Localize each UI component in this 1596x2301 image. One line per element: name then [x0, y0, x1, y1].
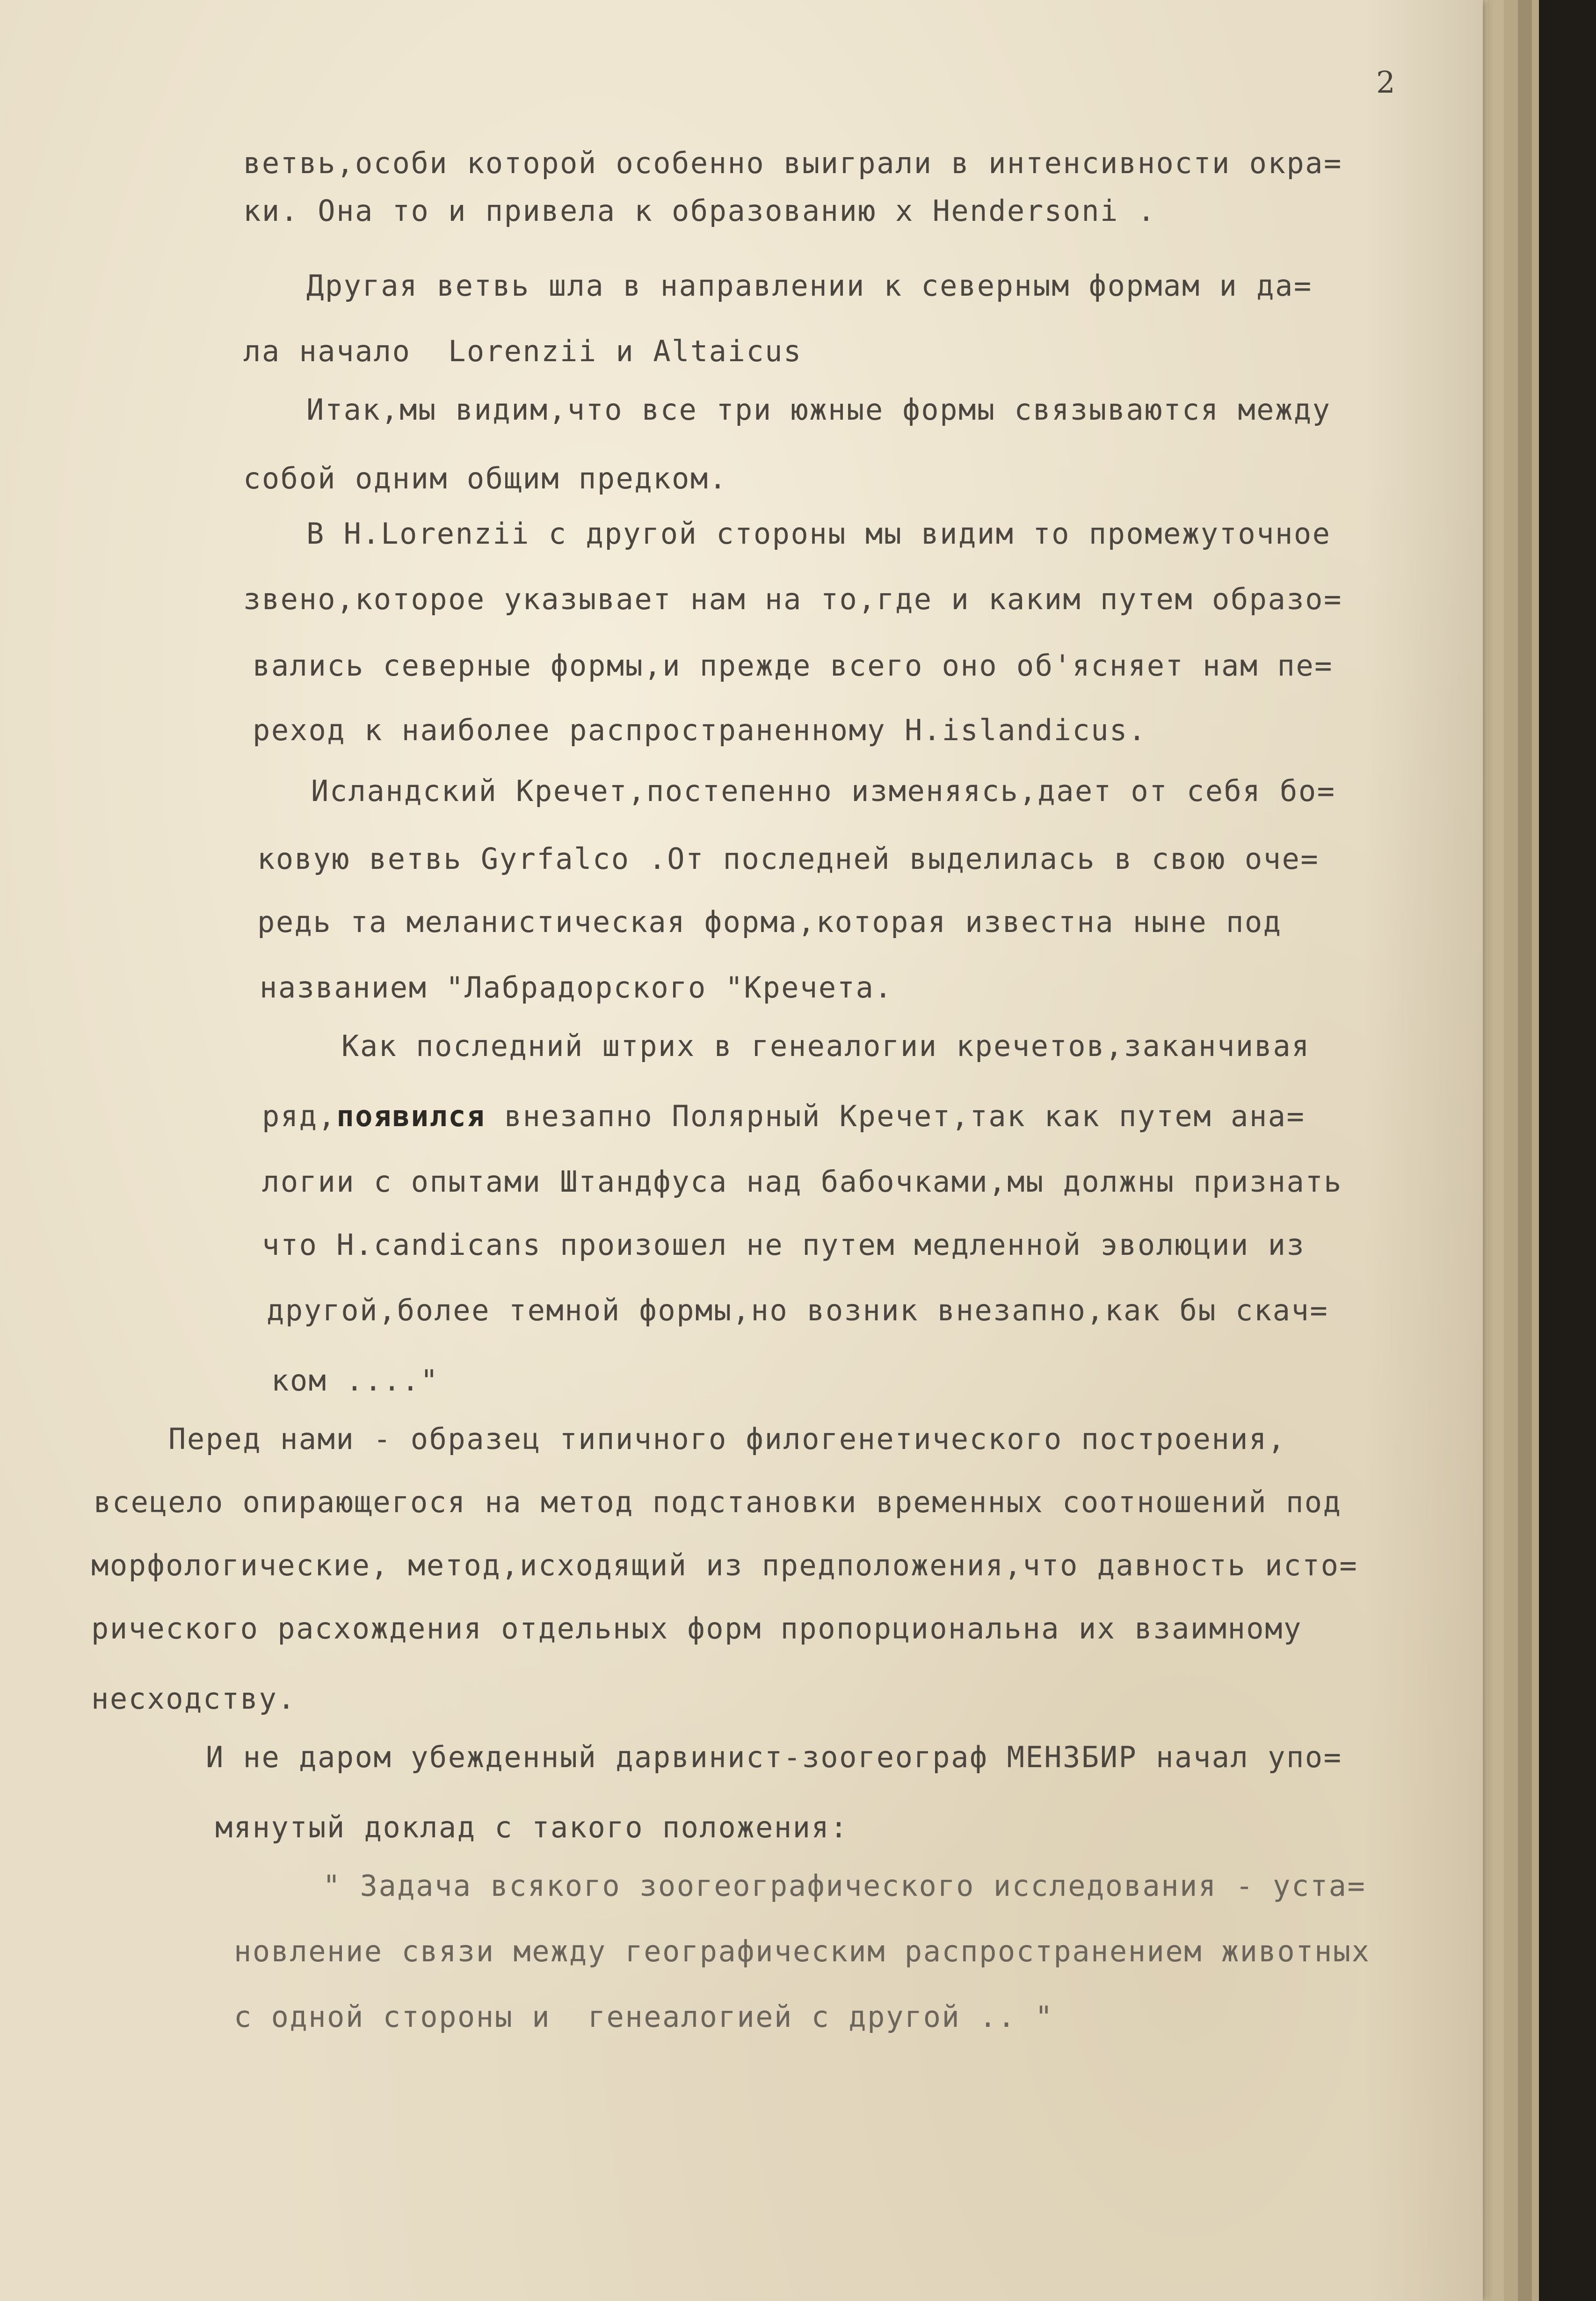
text-line: ла начало Lorenzii и Altaicus [243, 334, 802, 368]
text-line: названием "Лабрадорского "Кречета. [260, 970, 893, 1005]
text-line: звено,которое указывает нам на то,где и каким путем образо= [243, 582, 1342, 616]
text-line: морфологические, метод,исходящий из предположения,что давность исто= [91, 1548, 1358, 1582]
text-line: с одной стороны и генеалогией с другой .. " [234, 2000, 1054, 2034]
text-line: что H.candicans произошел не путем медленной эволюции из [262, 1228, 1306, 1262]
page-number: 2 [1376, 66, 1395, 100]
text-line: собой одним общим предком. [243, 461, 728, 495]
text-line: редь та меланистическая форма,которая известна ныне под [257, 905, 1282, 939]
text-line: Как последний штрих в генеалогии кречетов,заканчивая [341, 1029, 1311, 1063]
text-line: В H.Lorenzii с другой стороны мы видим то промежуточное [306, 517, 1331, 551]
text-line: вались северные формы,и прежде всего оно об'ясняет нам пе= [253, 648, 1333, 683]
overtyped-word: появился [336, 1099, 486, 1133]
text-line: другой,более темной формы,но возник внезапно,как бы скач= [267, 1293, 1329, 1327]
text-line: новление связи между географическим распространением животных [234, 1934, 1371, 1968]
text-line: И не даром убежденный дарвинист-зоогеограф МЕНЗБИР начал упо= [206, 1740, 1342, 1774]
text-line: ки. Она то и привела к образованию x Hendersoni . [243, 194, 1156, 228]
text-line: Исландский Кречет,постепенно изменяясь,дает от себя бо= [311, 774, 1336, 808]
text-line: " Задача всякого зоогеографического исследования - уста= [323, 1869, 1366, 1903]
text-line: рического расхождения отдельных форм пропорциональна их взаимному [91, 1611, 1302, 1646]
page-stack-edge [1518, 0, 1532, 2301]
text-line: ветвь,особи которой особенно выиграли в интенсивности окра= [243, 146, 1342, 180]
text-fragment: ряд, [262, 1099, 337, 1133]
text-line [262, 1099, 1306, 1133]
text-line: несходству. [91, 1682, 297, 1716]
text-line: ковую ветвь Gyrfalco .От последней выделилась в свою оче= [257, 842, 1320, 876]
text-line: логии с опытами Штандфуса над бабочками,мы должны признать [262, 1165, 1342, 1199]
text-line: реход к наиболее распространенному H.islandicus. [253, 713, 1147, 747]
text-line: всецело опирающегося на метод подстановки временных соотношений под [94, 1485, 1342, 1519]
text-line: мянутый доклад с такого положения: [215, 1810, 849, 1844]
text-line: Итак,мы видим,что все три южные формы связываются между [306, 393, 1331, 427]
text-fragment: внезапно Полярный Кречет,так как путем ана= [485, 1099, 1306, 1133]
text-line: ком ...." [271, 1363, 439, 1398]
text-line: Другая ветвь шла в направлении к северным формам и да= [306, 269, 1313, 303]
text-line: Перед нами - образец типичного филогенетического построения, [168, 1422, 1286, 1456]
